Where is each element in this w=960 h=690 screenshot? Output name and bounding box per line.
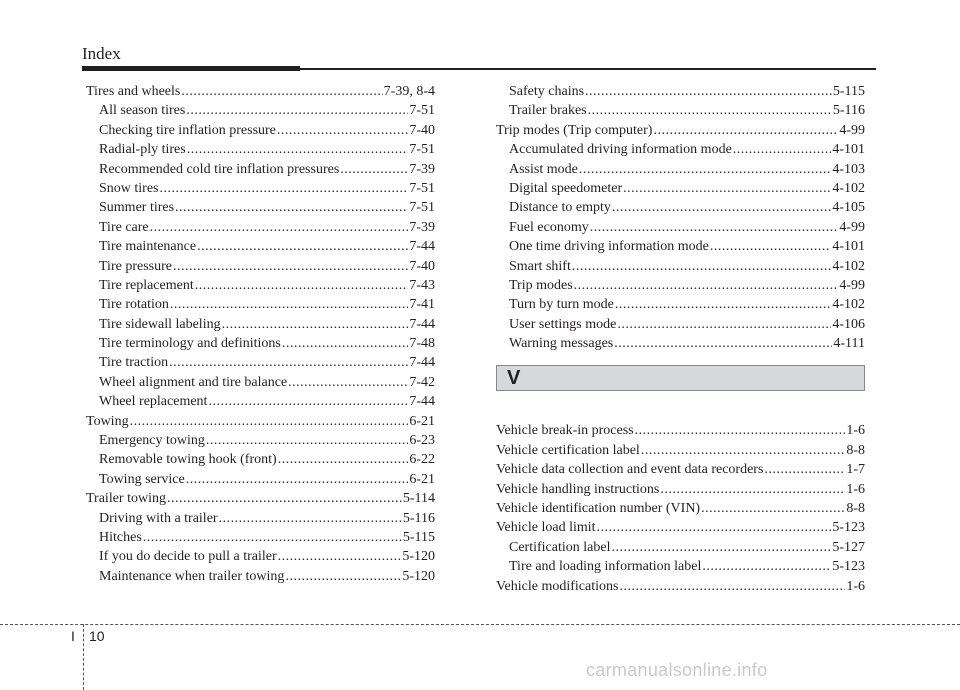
index-entry-page: 5-116 — [832, 103, 865, 119]
index-entry-page: 7-44 — [409, 316, 435, 332]
dot-leader — [173, 257, 408, 276]
index-entry-page: 5-116 — [402, 510, 435, 526]
index-entry-term: Summer tires — [99, 200, 175, 216]
index-entry-term: Vehicle handling instructions — [496, 481, 660, 497]
index-entry-page: 7-42 — [409, 374, 435, 390]
index-entry-page: 4-103 — [832, 161, 865, 177]
index-entry-term: One time driving information mode — [509, 239, 709, 255]
dot-leader — [764, 460, 845, 479]
index-entry — [86, 218, 435, 237]
index-entry-page: 7-51 — [409, 200, 435, 216]
index-entry-page: 6-21 — [409, 413, 435, 429]
index-entry — [86, 101, 435, 120]
footer-rule — [0, 624, 960, 625]
dot-leader — [208, 392, 408, 411]
dot-leader — [585, 82, 832, 101]
index-entry-page: 7-44 — [409, 239, 435, 255]
index-entry — [86, 334, 435, 353]
index-entry — [496, 237, 865, 256]
index-entry-page: 5-114 — [402, 491, 435, 507]
index-entry-term: Digital speedometer — [509, 180, 623, 196]
index-entry-term: Trailer brakes — [509, 103, 587, 119]
dot-leader — [611, 538, 831, 557]
dot-leader — [612, 198, 831, 217]
dot-leader — [597, 518, 832, 537]
index-entry-term: Maintenance when trailer towing — [99, 568, 285, 584]
dot-leader — [130, 412, 409, 431]
dot-leader — [590, 218, 839, 237]
index-entry-page: 4-101 — [832, 239, 865, 255]
index-entry — [496, 121, 865, 140]
index-entry — [86, 450, 435, 469]
index-entry-page: 7-39 — [409, 161, 435, 177]
index-entry-term: Warning messages — [509, 336, 614, 352]
page-title: Index — [82, 44, 121, 63]
dot-leader — [277, 121, 408, 140]
index-entry-term: Towing service — [99, 471, 185, 487]
index-entry-term: Turn by turn mode — [509, 297, 614, 313]
index-entry-term: Smart shift — [509, 258, 571, 274]
index-entry — [496, 460, 865, 479]
index-entry — [496, 480, 865, 499]
index-entry-term: Driving with a trailer — [99, 510, 218, 526]
index-entry-page: 7-51 — [409, 142, 435, 158]
index-entry-term: Trailer towing — [86, 491, 166, 507]
index-entry-term: Tire rotation — [99, 297, 169, 313]
index-entry-page: 4-102 — [832, 180, 865, 196]
footer-section-letter: I — [71, 628, 75, 644]
index-entry — [496, 421, 865, 440]
dot-leader — [150, 218, 409, 237]
index-entry — [86, 315, 435, 334]
dot-leader — [641, 441, 846, 460]
dot-leader — [733, 140, 832, 159]
index-entry — [86, 237, 435, 256]
index-entry-page: 6-21 — [409, 471, 435, 487]
index-entry-term: Radial-ply tires — [99, 142, 186, 158]
index-entry-page: 7-39 — [409, 219, 435, 235]
index-entry-term: Wheel alignment and tire balance — [99, 374, 288, 390]
index-entry-page: 4-99 — [839, 219, 865, 235]
section-letter: V — [507, 367, 521, 390]
index-entry-page: 4-105 — [832, 200, 865, 216]
index-entry-term: Recommended cold tire inflation pressures — [99, 161, 340, 177]
index-list-t-continued — [496, 82, 865, 353]
index-entry — [86, 140, 435, 159]
index-entry-page: 5-115 — [402, 529, 435, 545]
index-entry-term: Vehicle data collection and event data recorders — [496, 462, 764, 478]
index-entry — [496, 499, 865, 518]
index-entry-term: Fuel economy — [509, 219, 589, 235]
footer-page-number: 10 — [89, 628, 105, 644]
index-entry-page: 1-6 — [846, 423, 865, 439]
index-entry — [86, 82, 435, 101]
index-entry-page: 7-43 — [409, 277, 435, 293]
index-entry-page: 7-44 — [409, 394, 435, 410]
index-entry-page: 6-22 — [409, 452, 435, 468]
index-entry-page: 7-48 — [409, 336, 435, 352]
index-entry — [86, 276, 435, 295]
index-entry-page: 7-51 — [409, 180, 435, 196]
index-entry-page: 4-111 — [833, 336, 865, 352]
index-entry — [496, 441, 865, 460]
dot-leader — [615, 295, 831, 314]
index-entry — [86, 412, 435, 431]
index-entry-term: Trip modes (Trip computer) — [496, 122, 653, 138]
dot-leader — [181, 82, 382, 101]
dot-leader — [278, 547, 402, 566]
index-entry — [86, 353, 435, 372]
index-entry — [86, 257, 435, 276]
index-entry-term: Vehicle certification label — [496, 442, 640, 458]
index-entry-term: Hitches — [99, 529, 142, 545]
index-entry — [86, 373, 435, 392]
index-entry-page: 6-23 — [409, 433, 435, 449]
dot-leader — [197, 237, 408, 256]
dot-leader — [574, 276, 839, 295]
dot-leader — [219, 509, 402, 528]
dot-leader — [614, 334, 832, 353]
index-entry-page: 1-7 — [846, 462, 865, 478]
dot-leader — [195, 276, 409, 295]
index-entry-page: 4-102 — [832, 297, 865, 313]
index-entry — [86, 198, 435, 217]
index-entry-page: 7-40 — [409, 258, 435, 274]
index-entry — [86, 179, 435, 198]
dot-leader — [572, 257, 831, 276]
dot-leader — [623, 179, 831, 198]
index-entry-page: 8-8 — [846, 442, 865, 458]
index-entry-term: Distance to empty — [509, 200, 611, 216]
dot-leader — [186, 470, 409, 489]
index-entry-page: 8-8 — [846, 501, 865, 517]
dot-leader — [167, 489, 402, 508]
index-entry — [496, 101, 865, 120]
footer-divider — [83, 624, 84, 690]
index-entry — [496, 557, 865, 576]
index-entry — [496, 160, 865, 179]
index-entry-page: 7-41 — [409, 297, 435, 313]
watermark: carmanualsonline.info — [586, 660, 768, 680]
index-entry-page: 5-127 — [832, 539, 865, 555]
dot-leader — [282, 334, 408, 353]
dot-leader — [617, 315, 831, 334]
index-entry — [86, 489, 435, 508]
dot-leader — [285, 567, 401, 586]
index-entry-term: Tire traction — [99, 355, 169, 371]
index-entry — [86, 470, 435, 489]
index-entry-term: Tire and loading information label — [509, 559, 702, 575]
index-entry — [86, 509, 435, 528]
index-entry-page: 5-123 — [832, 559, 865, 575]
index-entry — [496, 218, 865, 237]
section-letter-bar — [496, 365, 865, 391]
index-entry-page: 5-123 — [832, 520, 865, 536]
index-entry — [496, 198, 865, 217]
index-entry-term: Vehicle modifications — [496, 578, 619, 594]
index-entry-term: Vehicle break-in process — [496, 423, 634, 439]
index-entry-page: 5-120 — [402, 568, 435, 584]
index-entry — [496, 257, 865, 276]
index-entry — [496, 577, 865, 596]
index-entry-term: Removable towing hook (front) — [99, 452, 277, 468]
index-entry-page: 1-6 — [846, 481, 865, 497]
dot-leader — [278, 450, 409, 469]
index-entry — [86, 567, 435, 586]
dot-leader — [340, 160, 408, 179]
dot-leader — [206, 431, 408, 450]
dot-leader — [660, 480, 845, 499]
index-entry — [496, 276, 865, 295]
index-entry-term: Tire sidewall labeling — [99, 316, 221, 332]
dot-leader — [169, 353, 408, 372]
index-entry-term: Tire replacement — [99, 277, 194, 293]
dot-leader — [710, 237, 831, 256]
dot-leader — [222, 315, 409, 334]
index-entry-term: Tire terminology and definitions — [99, 336, 281, 352]
index-entry-term: Tire pressure — [99, 258, 172, 274]
dot-leader — [701, 499, 845, 518]
header-rule-thin — [300, 68, 876, 70]
dot-leader — [653, 121, 838, 140]
dot-leader — [619, 577, 845, 596]
index-entry — [496, 82, 865, 101]
index-entry — [86, 547, 435, 566]
index-entry — [86, 528, 435, 547]
index-entry-page: 5-120 — [402, 549, 435, 565]
dot-leader — [702, 557, 831, 576]
index-entry-page: 7-39, 8-4 — [383, 84, 435, 99]
index-entry-page: 7-44 — [409, 355, 435, 371]
index-entry — [86, 121, 435, 140]
index-entry-page: 4-102 — [832, 258, 865, 274]
index-entry — [496, 518, 865, 537]
dot-leader — [579, 160, 831, 179]
index-entry-page: 4-106 — [832, 316, 865, 332]
index-entry-term: Checking tire inflation pressure — [99, 122, 276, 138]
index-entry — [86, 392, 435, 411]
index-list-v — [496, 421, 865, 596]
index-entry-term: Snow tires — [99, 180, 159, 196]
index-entry — [496, 140, 865, 159]
index-entry — [496, 295, 865, 314]
dot-leader — [175, 198, 408, 217]
index-entry — [496, 334, 865, 353]
index-entry-term: Tire maintenance — [99, 239, 197, 255]
index-entry-term: User settings mode — [509, 316, 617, 332]
index-entry-term: Emergency towing — [99, 433, 205, 449]
index-entry-term: Certification label — [509, 539, 611, 555]
index-entry-term: Vehicle load limit — [496, 520, 596, 536]
dot-leader — [588, 101, 832, 120]
index-entry-term: If you do decide to pull a trailer — [99, 549, 277, 565]
index-entry-page: 4-99 — [839, 277, 865, 293]
dot-leader — [186, 101, 408, 120]
index-entry-term: Towing — [86, 413, 129, 429]
index-entry-term: Tires and wheels — [86, 84, 181, 99]
index-entry — [496, 179, 865, 198]
index-entry-term: Accumulated driving information mode — [509, 142, 732, 158]
index-entry-page: 4-101 — [832, 142, 865, 158]
dot-leader — [170, 295, 408, 314]
index-entry-term: Vehicle identification number (VIN) — [496, 501, 701, 517]
index-column-right — [496, 82, 865, 596]
index-entry-page: 4-99 — [839, 122, 865, 138]
dot-leader — [635, 421, 846, 440]
index-entry-term: Assist mode — [509, 161, 578, 177]
index-entry — [86, 431, 435, 450]
index-entry-page: 1-6 — [846, 578, 865, 594]
index-entry — [86, 160, 435, 179]
index-entry-term: Tire care — [99, 219, 149, 235]
index-entry-page: 7-40 — [409, 122, 435, 138]
dot-leader — [187, 140, 409, 159]
dot-leader — [143, 528, 402, 547]
dot-leader — [288, 373, 408, 392]
index-entry-term: Wheel replacement — [99, 394, 208, 410]
index-entry — [496, 315, 865, 334]
index-column-left — [86, 82, 435, 586]
index-entry — [496, 538, 865, 557]
index-entry-term: Trip modes — [509, 277, 573, 293]
dot-leader — [160, 179, 409, 198]
index-entry-page: 7-51 — [409, 103, 435, 119]
index-entry-term: Safety chains — [509, 84, 585, 99]
index-entry-term: All season tires — [99, 103, 186, 119]
index-entry-page: 5-115 — [832, 84, 865, 99]
index-entry — [86, 295, 435, 314]
header-rule-thick — [82, 66, 300, 71]
